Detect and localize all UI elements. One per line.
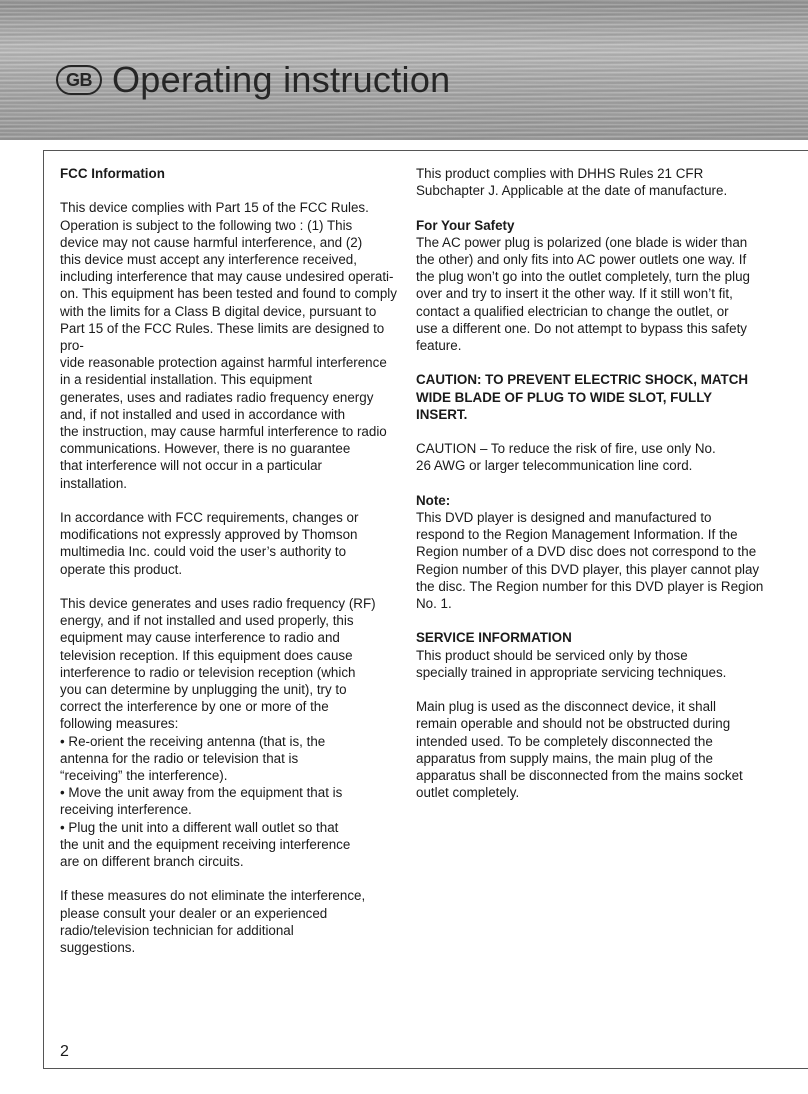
header-banner bbox=[0, 0, 808, 140]
page-title bbox=[56, 58, 450, 102]
page-number: 2 bbox=[60, 1043, 69, 1060]
note-heading: Note: bbox=[416, 492, 451, 508]
measures-list bbox=[60, 733, 405, 871]
service-paragraph: This product should be serviced only by those specially trained in appropriate servicing techniques. bbox=[416, 647, 727, 680]
rf-interference-paragraph: This device generates and uses radio frequency (RF) energy, and if not installed and used properly, this equipment may cause interference to radio and television reception. If this equipment does cause interference to radio or television reception (which you can determine by unplugging the unit), try to correct the interference by one or more of the following measures: bbox=[60, 596, 376, 732]
list-item: • Plug the unit into a different wall outlet so that the unit and the equipment receiving interference are on different branch circuits. bbox=[60, 819, 351, 870]
frame-top-rule bbox=[43, 150, 808, 151]
fcc-heading: FCC Information bbox=[60, 166, 165, 181]
right-column bbox=[416, 165, 766, 819]
dhhs-paragraph: This product complies with DHHS Rules 21 CFR Subchapter J. Applicable at the date of manufacture. bbox=[416, 166, 728, 199]
region-note-paragraph: This DVD player is designed and manufactured to respond to the Region Management Information. If the Region number of a DVD disc does not correspond to the Region number of this DVD player, this player cannot play the disc. The Region number for this DVD player is Region No. 1. bbox=[416, 510, 764, 612]
left-column bbox=[60, 165, 405, 973]
consult-dealer-paragraph: If these measures do not eliminate the interference, please consult your dealer or an experienced radio/television technician for additional suggestions. bbox=[60, 888, 366, 956]
list-item: • Re-orient the receiving antenna (that is, the antenna for the radio or television that is “receiving” the interference). bbox=[60, 733, 326, 784]
fcc-modifications-paragraph: In accordance with FCC requirements, changes or modifications not expressly approved by Thomson multimedia Inc. could void the user’s authority to operate this product. bbox=[60, 510, 359, 577]
safety-heading: For Your Safety bbox=[416, 217, 515, 233]
service-heading: SERVICE INFORMATION bbox=[416, 630, 572, 646]
title-text: Operating instruction bbox=[112, 59, 451, 100]
list-item: • Move the unit away from the equipment that is receiving interference. bbox=[60, 785, 343, 818]
frame-bottom-rule bbox=[43, 1068, 808, 1069]
frame-left-rule bbox=[43, 150, 44, 1068]
fcc-compliance-paragraph: This device complies with Part 15 of the FCC Rules. Operation is subject to the following two : (1) This device may not cause harmful interference, and (2) this device must accept any interference received, including interference that may cause undesired operati- on. This equipment has been tested and found to comply with the limits for a Class B digital device, pursuant to Part 15 of the FCC Rules. These limits are designed to pro- vide reasonable protection against harmful interference in a residential installation. This equipment generates, uses and radiates radio frequency energy and, if not installed and used in accordance with the instruction, may cause harmful interference to radio communications. However, there is no guarantee that interference will not occur in a particular installation. bbox=[60, 200, 397, 491]
electric-shock-caution: CAUTION: TO PREVENT ELECTRIC SHOCK, MATCH WIDE BLADE OF PLUG TO WIDE SLOT, FULLY INSERT. bbox=[416, 372, 749, 422]
gb-language-badge: GB bbox=[56, 65, 102, 95]
mains-plug-paragraph: Main plug is used as the disconnect device, it shall remain operable and should not be obstructed during intended used. To be completely disconnected the apparatus from supply mains, the main plug of the apparatus shall be disconnected from the mains socket outlet completely. bbox=[416, 699, 743, 801]
safety-paragraph: The AC power plug is polarized (one blade is wider than the other) and only fits into AC power outlets one way. If the plug won’t go into the outlet completely, turn the plug over and try to insert it the other way. If it still won’t fit, contact a qualified electrician to change the outlet, or use a different one. Do not attempt to bypass this safety feature. bbox=[416, 234, 750, 354]
fire-caution-paragraph: CAUTION – To reduce the risk of fire, use only No. 26 AWG or larger telecommunication line cord. bbox=[416, 441, 716, 474]
